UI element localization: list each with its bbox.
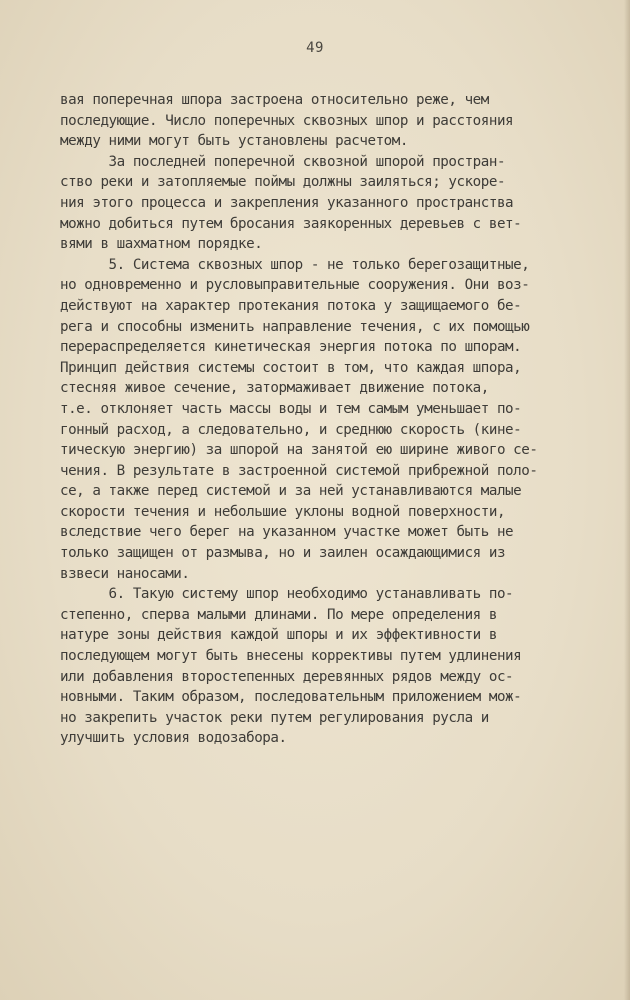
text-line: между ними могут быть установлены расчетом. (60, 133, 408, 150)
text-line: можно добиться путем бросания заякоренных деревьев с вет- (60, 215, 522, 232)
text-line: вая поперечная шпора застроена относительно реже, чем (60, 92, 489, 108)
body-text (60, 90, 560, 749)
text-line: рега и способны изменить направление течения, с их помощью (60, 318, 530, 335)
text-line: гонный расход, а следовательно, и среднюю скорость (кине- (60, 421, 522, 438)
text-line: ство реки и затопляемые поймы должны заиляться; ускоре- (60, 174, 506, 191)
text-line: вследствие чего берег на указанном участке может быть не (60, 524, 514, 541)
page-edge-shadow (624, 0, 630, 1000)
page-number: 49 (306, 40, 324, 56)
text-line: последующие. Число поперечных сквозных шпор и расстояния (60, 112, 514, 129)
text-line: се, а также перед системой и за ней устанавливаются малые (60, 483, 522, 500)
text-line: степенно, сперва малыми длинами. По мере определения в (60, 606, 497, 623)
text-line: 5. Система сквозных шпор - не только берегозащитные, (60, 256, 530, 273)
text-line: скорости течения и небольшие уклоны водной поверхности, (60, 503, 506, 520)
text-line: взвеси наносами. (60, 565, 190, 582)
text-line: только защищен от размыва, но и заилен осаждающимися из (60, 545, 506, 562)
text-line: или добавления второстепенных деревянных рядов между ос- (60, 668, 514, 685)
text-line: тическую энергию) за шпорой на занятой ею ширине живого се- (60, 442, 538, 459)
text-line: натуре зоны действия каждой шпоры и их эффективности в (60, 627, 497, 644)
text-line: За последней поперечной сквозной шпорой простран- (60, 153, 506, 170)
text-line: последующем могут быть внесены коррективы путем удлинения (60, 648, 522, 665)
text-line: действуют на характер протекания потока у защищаемого бе- (60, 297, 522, 314)
text-line: новными. Таким образом, последовательным приложением мож- (60, 689, 522, 706)
text-line: ния этого процесса и закрепления указанного пространства (60, 194, 514, 211)
text-line: но одновременно и русловыправительные сооружения. Они воз- (60, 277, 530, 294)
text-line: т.е. отклоняет часть массы воды и тем самым уменьшает по- (60, 400, 522, 417)
text-line: вями в шахматном порядке. (60, 236, 263, 253)
text-line: чения. В результате в застроенной системой прибрежной поло- (60, 462, 538, 479)
text-line: перераспределяется кинетическая энергия потока по шпорам. (60, 339, 522, 356)
text-line: стесняя живое сечение, затормаживает движение потока, (60, 380, 489, 397)
text-line: улучшить условия водозабора. (60, 730, 287, 747)
text-line: но закрепить участок реки путем регулирования русла и (60, 709, 489, 726)
text-line: 6. Такую систему шпор необходимо устанавливать по- (60, 586, 514, 603)
text-line: Принцип действия системы состоит в том, что каждая шпора, (60, 359, 522, 376)
